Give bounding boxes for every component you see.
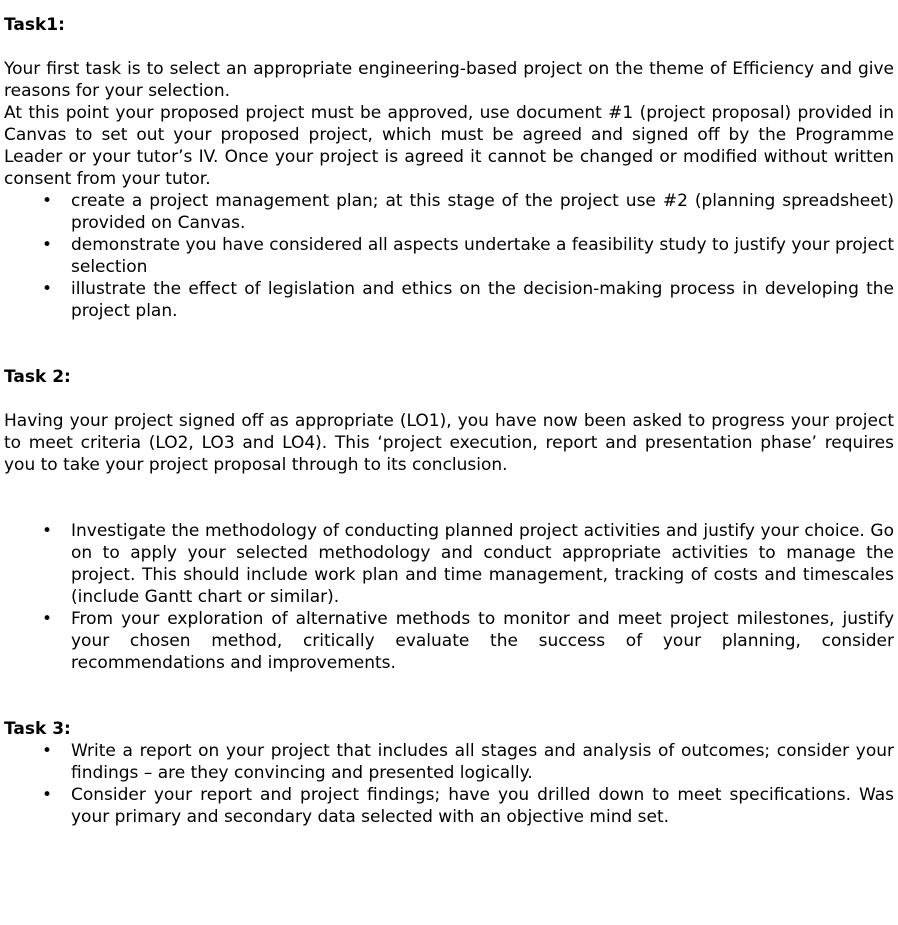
bullet-icon: •	[41, 279, 53, 299]
bullet-icon: •	[41, 741, 53, 761]
bullet-icon: •	[41, 235, 53, 255]
bullet-icon: •	[41, 785, 53, 805]
bullet-icon: •	[41, 191, 53, 211]
spacer	[4, 388, 894, 410]
list-item	[4, 234, 894, 278]
task2-section	[4, 366, 894, 674]
task3-bullet-list	[4, 740, 894, 828]
list-item-text: Write a report on your project that includes all stages and analysis of outcomes; consider your findings – are they convincing and presented logically.	[71, 741, 894, 783]
list-item-text: create a project management plan; at this stage of the project use #2 (planning spreadsheet) provided on Canvas.	[71, 191, 894, 233]
list-item	[4, 740, 894, 784]
document-page	[4, 14, 894, 828]
task1-section	[4, 14, 894, 322]
task2-bullet-list	[4, 520, 894, 674]
list-item	[4, 190, 894, 234]
spacer	[4, 322, 894, 366]
list-item	[4, 784, 894, 828]
list-item	[4, 608, 894, 674]
spacer	[4, 674, 894, 718]
task3-heading: Task 3:	[4, 719, 71, 739]
bullet-icon: •	[41, 521, 53, 541]
spacer	[4, 476, 894, 520]
list-item-text: demonstrate you have considered all aspects undertake a feasibility study to justify your project selection	[71, 235, 894, 277]
task2-heading: Task 2:	[4, 367, 71, 387]
spacer	[4, 36, 894, 58]
task3-section	[4, 718, 894, 828]
task1-heading: Task1:	[4, 15, 65, 35]
task1-intro-paragraph: Your first task is to select an appropriate engineering-based project on the theme of Efficiency and give reasons for your selection.	[4, 59, 894, 101]
list-item-text: From your exploration of alternative methods to monitor and meet project milestones, justify your chosen method, critically evaluate the success of your planning, consider recommendations and improvements.	[71, 609, 894, 673]
task1-bullet-list	[4, 190, 894, 322]
list-item	[4, 278, 894, 322]
list-item-text: Consider your report and project findings; have you drilled down to meet specifications. Was your primary and secondary data selected with an objective mind set.	[71, 785, 894, 827]
bullet-icon: •	[41, 609, 53, 629]
list-item	[4, 520, 894, 608]
list-item-text: Investigate the methodology of conducting planned project activities and justify your choice. Go on to apply your selected methodology and conduct appropriate activities to manage the project. This should include work plan and time management, tracking of costs and timescales (include Gantt chart or similar).	[71, 521, 894, 607]
list-item-text: illustrate the effect of legislation and ethics on the decision-making process in developing the project plan.	[71, 279, 894, 321]
task1-approval-paragraph: At this point your proposed project must be approved, use document #1 (project proposal) provided in Canvas to set out your proposed project, which must be agreed and signed off by the Programme Leader or your tutor’s IV. Once your project is agreed it cannot be changed or modified without written consent from your tutor.	[4, 103, 894, 189]
task2-paragraph: Having your project signed off as appropriate (LO1), you have now been asked to progress your project to meet criteria (LO2, LO3 and LO4). This ‘project execution, report and presentation phase’ requires you to take your project proposal through to its conclusion.	[4, 411, 894, 475]
